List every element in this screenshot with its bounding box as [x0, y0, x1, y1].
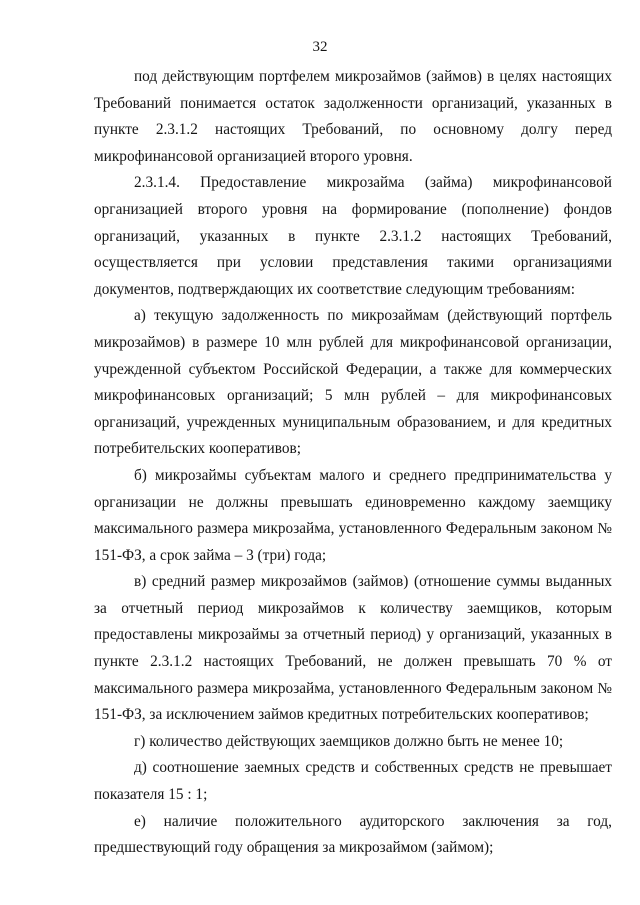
paragraph-item-b: б) микрозаймы субъектам малого и среднего предпринимательства у организации не должны превышать единовременно каждому заемщику максимального размера микрозайма, установленного Федеральным законом № 151-ФЗ, а срок займа – 3 (три) года; — [94, 466, 612, 564]
paragraph-item-g: г) количество действующих заемщиков должно быть не менее 10; — [134, 732, 564, 750]
paragraph-item-a: а) текущую задолженность по микрозаймам (действующий портфель микрозаймов) в размере 10 млн рублей для микрофинансовой организации, учрежденной субъектом Российской Федерации, а также для коммерческих микрофинансовых организаций; 5 млн рублей – для микрофинансовых организаций, учрежденных муниципальным образованием, и для кредитных потребительских кооперативов; — [94, 307, 612, 458]
paragraph-item-v: в) средний размер микрозаймов (займов) (отношение суммы выданных за отчетный период микрозаймов к количеству заемщиков, которым предоставлены микрозаймы за отчетный период) у организаций, указанных в пункте 2.3.1.2 настоящих Требований, не должен превышать 70 % от максимального размера микрозайма, установленного Федеральным законом № 151-ФЗ, за исключением займов кредитных потребительских кооперативов; — [94, 573, 612, 724]
paragraph-2-3-1-4: 2.3.1.4. Предоставление микрозайма (займа) микрофинансовой организацией второго уровня на формирование (пополнение) фондов организаций, указанных в пункте 2.3.1.2 настоящих Требований, осуществляется при условии представления такими организациями документов, подтверждающих их соответствие следующим требованиям: — [94, 174, 612, 298]
paragraph-portfolio-definition: под действующим портфелем микрозаймов (займов) в целях настоящих Требований понимается остаток задолженности организаций, указанных в пункте 2.3.1.2 настоящих Требований, по основному долгу перед микрофинансовой организацией второго уровня. — [94, 68, 612, 165]
paragraph-item-e: е) наличие положительного аудиторского заключения за год, предшествующий году обращения за микрозаймом (займом); — [94, 812, 612, 857]
document-body — [94, 64, 612, 862]
page-number: 32 — [312, 39, 328, 55]
paragraph-item-d: д) соотношение заемных средств и собственных средств не превышает показателя 15 : 1; — [94, 759, 612, 804]
